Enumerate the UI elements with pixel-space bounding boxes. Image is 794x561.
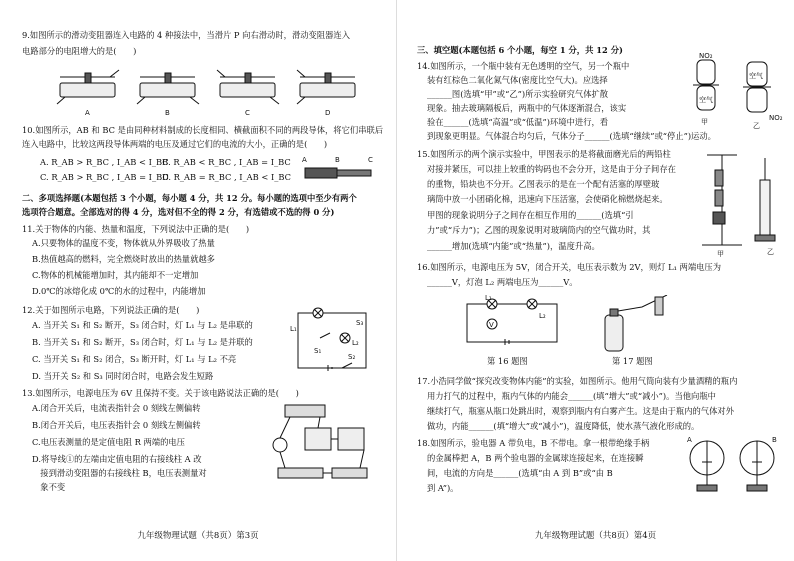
q14-label-no2-bottom: NO₂ xyxy=(769,114,783,122)
q17-line3: 继续打气，瓶塞从瓶口处跳出时，观察到瓶内有白雾产生。这是由于瓶内的气体对外 xyxy=(427,406,734,416)
q12-stem: 12.关于如图所示电路，下列说法正确的是( ) xyxy=(22,305,200,315)
q16-label-l1: L₁ xyxy=(485,294,492,302)
q17-line4: 做功，内能______(填“增大”或“减小”)，温度降低，使水蒸气液化形成的。 xyxy=(427,421,700,431)
q13-option-c: C.电压表测量的是定值电阻 R 两端的电压 xyxy=(32,437,185,447)
q12-option-c: C. 当开关 S₁ 和 S₂ 闭合，S₃ 断开时，灯 L₁ 与 L₂ 不亮 xyxy=(32,354,237,364)
q15-line5: 甲图的现象说明分子之间存在相互作用的______(选填“引 xyxy=(427,210,634,220)
section-2-note: 选项符合题意。全部选对的得 4 分，选对但不全的得 2 分，有选错或不选的得 0 分) xyxy=(22,207,335,217)
q14-line3: ______图(选填“甲”或“乙”)所示实验研究气体扩散 xyxy=(427,89,609,99)
q13-apparatus-figure xyxy=(250,400,380,495)
q10-label-a: A xyxy=(302,156,307,164)
q12-option-a: A. 当开关 S₁ 和 S₂ 断开，S₃ 闭合时，灯 L₁ 与 L₂ 是串联的 xyxy=(32,320,253,330)
q10-line2: 连入电路中，比较这两段导体两端的电压及通过它们的电流的大小，正确的是( ) xyxy=(22,139,328,149)
q15-line3: 的重物，铅块也不分开。乙图表示的是在一个配有活塞的厚壁玻 xyxy=(427,179,660,189)
q13-option-d: D.将导线①的左端由定值电阻的右接线柱 A 改 xyxy=(32,454,202,464)
q14-line6: 到现象更明显。气体混合均匀后，气体分子______(选填“继续”或“停止”)运动。 xyxy=(427,131,716,141)
q14-label-jia: 甲 xyxy=(701,118,708,126)
q14-line4: 现象。抽去玻璃隔板后，两瓶中的气体逐渐混合，该实 xyxy=(427,103,627,113)
q13-stem: 13.如图所示，电源电压为 6V 且保持不变。关于该电路说法正确的是( ) xyxy=(22,388,299,398)
q15-label-jia: 甲 xyxy=(717,250,724,258)
q12-label-s1: S₁ xyxy=(314,347,322,355)
q11-option-d: D.0℃的冰熔化成 0℃的水的过程中，内能增加 xyxy=(32,286,206,296)
q10-conductor-figure xyxy=(300,150,380,188)
right-page xyxy=(397,0,794,561)
q12-label-l2: L₂ xyxy=(352,339,359,347)
section-3-heading: 三、填空题(本题包括 6 个小题，每空 1 分，共 12 分) xyxy=(417,45,623,55)
section-2-heading: 二、多项选择题(本题包括 3 个小题，每小题 4 分，共 12 分。每小题的选项中至少有两个 xyxy=(22,193,357,203)
q17-pump-bottle-figure xyxy=(597,295,677,355)
q16-label-voltmeter: V xyxy=(489,321,494,329)
q13-option-d-cont1: 接到滑动变阻器的右接线柱 B，电压表测量对 xyxy=(32,468,207,478)
q11-option-c: C.物体的机械能增加时，其内能却不一定增加 xyxy=(32,270,199,280)
q9-label-c: C xyxy=(245,109,250,117)
q18-line2: 的金属棒把 A，B 两个验电器的金属球连接起来，在连接瞬 xyxy=(427,453,644,463)
q9-label-a: A xyxy=(85,109,90,117)
q16-line2: ______V，灯泡 L₂ 两端电压为______V。 xyxy=(427,277,578,287)
q18-line3: 间，电流的方向是______(选填“由 A 到 B”或“由 B xyxy=(427,468,613,478)
q14-gas-bottles-figure xyxy=(687,52,787,132)
q12-circuit-figure xyxy=(290,305,375,375)
q11-option-b: B.热值越高的燃料，完全燃烧时放出的热量就越多 xyxy=(32,254,215,264)
q15-line1: 15.如图所示的两个演示实验中，甲图表示的是将截面磨光后的两铅柱 xyxy=(417,149,671,159)
q13-option-a: A.闭合开关后，电流表指针会 0 刻线左侧偏转 xyxy=(32,403,201,413)
q10-label-c: C xyxy=(368,156,373,164)
q14-line1: 14.如图所示，一个瓶中装有无色透明的空气，另一个瓶中 xyxy=(417,61,630,71)
q16-circuit-figure xyxy=(457,292,567,354)
q10-option-a: A. R_AB > R_BC , I_AB < I_BC xyxy=(40,157,169,167)
q13-option-d-cont2: 象不变 xyxy=(32,482,66,492)
q18-label-b: B xyxy=(772,436,777,444)
q10-label-b: B xyxy=(335,156,340,164)
q18-electroscope-figure xyxy=(682,430,782,500)
q13-option-b: B.闭合开关后，电压表指针会 0 刻线左侧偏转 xyxy=(32,420,201,430)
q15-label-yi: 乙 xyxy=(767,248,774,256)
q14-label-air-top: 空气 xyxy=(749,72,763,80)
q12-label-s2: S₂ xyxy=(348,353,356,361)
q9-label-d: D xyxy=(325,109,331,117)
q18-line1: 18.如图所示，验电器 A 带负电，B 不带电。拿一根带绝缘手柄 xyxy=(417,438,650,448)
q14-label-air-bottom: 空气 xyxy=(699,96,713,104)
q14-line5: 验在______(选填“高温”或“低温”)环境中进行，看 xyxy=(427,117,609,127)
q12-option-b: B. 当开关 S₁ 和 S₂ 断开，S₃ 闭合时，灯 L₁ 与 L₂ 是并联的 xyxy=(32,337,253,347)
q11-option-a: A.只要物体的温度不变，物体就从外界吸收了热量 xyxy=(32,238,215,248)
q15-line2: 对接并紧压，可以挂上较重的钩码也不会分开，这是由于分子间存在 xyxy=(427,164,676,174)
q17-line2: 用力打气的过程中，瓶内气体的内能会______(填“增大”或“减小”)。当他向瓶中 xyxy=(427,391,716,401)
q14-line2: 装有红棕色二氧化氮气体(密度比空气大)。应选择 xyxy=(427,75,608,85)
q14-label-no2-top: NO₂ xyxy=(699,52,713,60)
q10-option-b: B. R_AB < R_BC , I_AB = I_BC xyxy=(162,157,291,167)
q10-option-c: C. R_AB > R_BC , I_AB = I_BC xyxy=(40,172,169,182)
q18-label-a: A xyxy=(687,436,692,444)
q16-figure-caption: 第 16 题图 xyxy=(487,356,528,366)
q16-label-l2: L₂ xyxy=(539,312,546,320)
q9-line2: 电路部分的电阻增大的是( ) xyxy=(22,46,137,56)
q15-line4: 璃筒中放一小团硝化棉，迅速向下压活塞，会使硝化棉燃烧起来。 xyxy=(427,194,668,204)
q17-line1: 17.小浩同学做“探究改变物体内能”的实验，如图所示。他用气筒向装有少量酒精的瓶内 xyxy=(417,376,738,386)
q12-label-s3: S₃ xyxy=(356,319,364,327)
q12-option-d: D. 当开关 S₂ 和 S₃ 同时闭合时，电路会发生短路 xyxy=(32,371,214,381)
q11-stem: 11.关于物体的内能、热量和温度，下列说法中正确的是( ) xyxy=(22,224,250,234)
q15-line7: ______增加(选填“内能”或“热量”)，温度升高。 xyxy=(427,241,600,251)
q10-option-d: D. R_AB = R_BC , I_AB < I_BC xyxy=(162,172,292,182)
q9-rheostat-figures xyxy=(55,68,375,118)
q9-label-b: B xyxy=(165,109,170,117)
left-page-footer: 九年级物理试题（共8页）第3页 xyxy=(137,531,259,541)
q15-lead-and-piston-figure xyxy=(697,150,787,260)
q17-figure-caption: 第 17 题图 xyxy=(612,356,653,366)
q16-line1: 16.如图所示，电源电压为 5V，闭合开关，电压表示数为 2V，则灯 L₁ 两端电压为 xyxy=(417,262,722,272)
q18-line4: 到 A”)。 xyxy=(427,483,459,493)
q10-line1: 10.如图所示，AB 和 BC 是由同种材料制成的长度相同、横截面积不同的两段导体，将它们串联后 xyxy=(22,125,384,135)
q15-line6: 力”或“斥力”)；乙图的现象说明对玻璃筒内的空气做功时，其 xyxy=(427,225,651,235)
q14-label-yi: 乙 xyxy=(753,122,760,130)
q12-label-l1: L₁ xyxy=(290,325,297,333)
right-page-footer: 九年级物理试题（共8页）第4页 xyxy=(534,531,657,541)
q9-line1: 9.如图所示的滑动变阻器连入电路的 4 种接法中，当滑片 P 向右滑动时，滑动变阻器连入 xyxy=(22,30,351,40)
